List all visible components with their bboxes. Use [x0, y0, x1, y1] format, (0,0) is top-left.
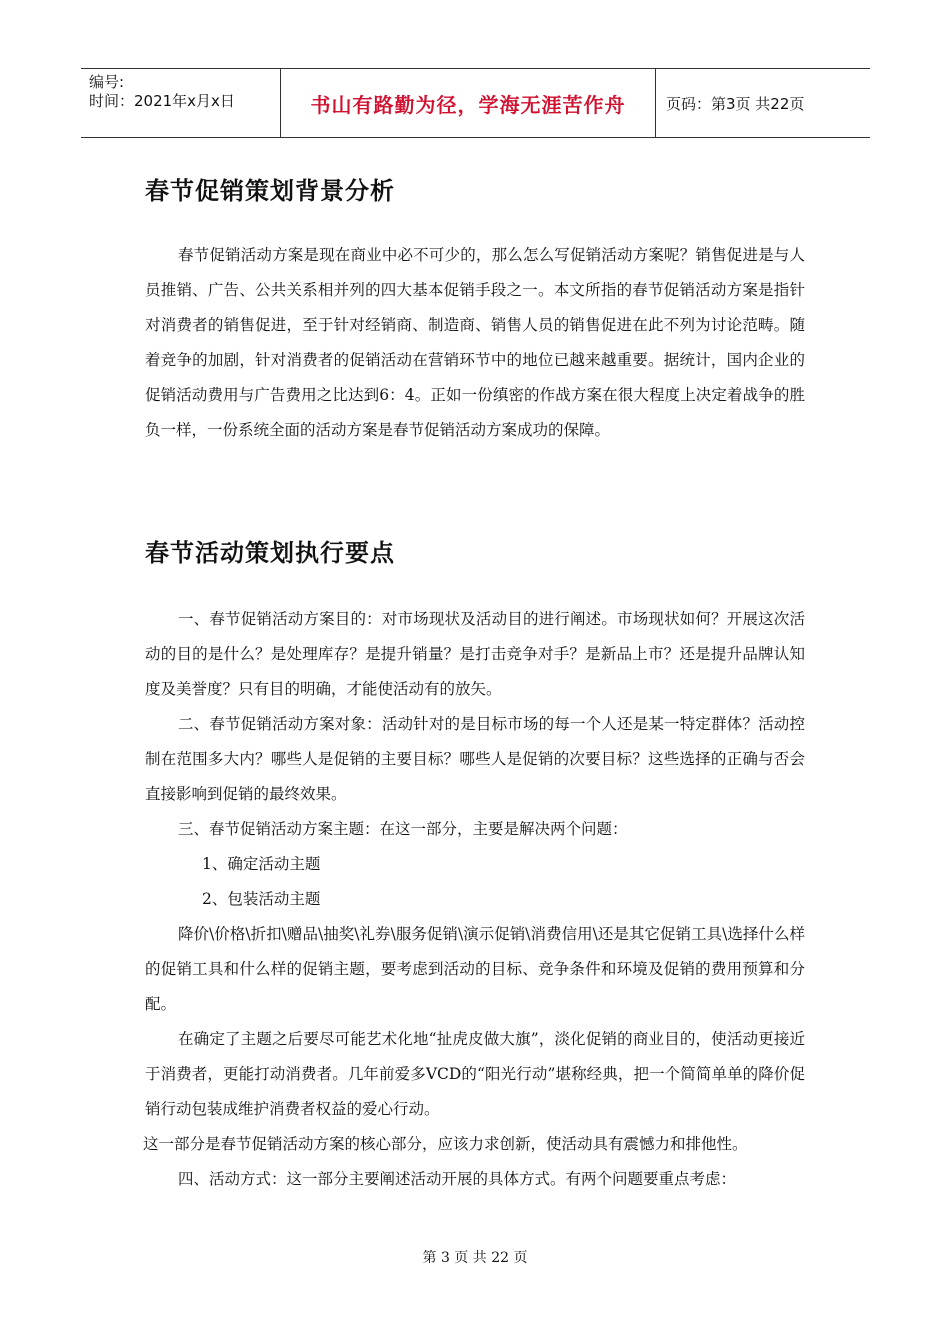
section-title-execution: 春节活动策划执行要点 — [145, 539, 395, 567]
paragraph: 二、春节促销活动方案对象：活动针对的是目标市场的每一个人还是某一特定群体？活动控制在范围多大内？哪些人是促销的主要目标？哪些人是促销的次要目标？这些选择的正确与否会直接影响到促销的最终效果。 — [145, 715, 805, 803]
paragraph: 春节促销活动方案是现在商业中必不可少的，那么怎么写促销活动方案呢？销售促进是与人员推销、广告、公共关系相并列的四大基本促销手段之一。本文所指的春节促销活动方案是指针对消费者的销售促进，至于针对经销商、制造商、销售人员的销售促进在此不列为讨论范畴。随着竞争的加剧，针对消费者的促销活动在营销环节中的地位已越来越重要。据统计，国内企业的促销活动费用与广告费用之比达到6：4。正如一份缜密的作战方案在很大程度上决定着战争的胜负一样，一份系统全面的活动方案是春节促销活动方案成功的保障。 — [145, 246, 805, 439]
header-time: 时间：2021年x月x日 — [89, 92, 235, 110]
paragraph: 四、活动方式：这一部分主要阐述活动开展的具体方式。有两个问题要重点考虑： — [178, 1170, 737, 1188]
paragraph: 降价\价格\折扣\赠品\抽奖\礼券\服务促销\演示促销\消费信用\还是其它促销工具\选择什么样的促销工具和什么样的促销主题，要考虑到活动的目标、竞争条件和环境及促销的费用预算和分配。 — [145, 925, 805, 1013]
paragraph: 这一部分是春节促销活动方案的核心部分，应该力求创新，使活动具有震憾力和排他性。 — [143, 1135, 748, 1153]
section-body-background — [145, 238, 805, 448]
page-footer: 第 3 页 共 22 页 — [422, 1250, 528, 1266]
paragraph: 在确定了主题之后要尽可能艺术化地“扯虎皮做大旗”，淡化促销的商业目的，使活动更接近于消费者，更能打动消费者。几年前爱多VCD的“阳光行动”堪称经典，把一个简简单单的降价促销行动包装成维护消费者权益的爱心行动。 — [145, 1030, 805, 1118]
paragraph: 三、春节促销活动方案主题：在这一部分，主要是解决两个问题： — [178, 820, 628, 838]
section-body-execution — [145, 602, 805, 1197]
header-page: 页码：第3页 共22页 — [666, 94, 805, 113]
section-title-background: 春节促销策划背景分析 — [145, 177, 395, 205]
header-number: 编号: — [89, 73, 125, 91]
list-item: 1、确定活动主题 — [202, 855, 321, 873]
list-item: 2、包装活动主题 — [202, 890, 321, 908]
header-motto: 书山有路勤为径，学海无涯苦作舟 — [281, 69, 656, 137]
document-header — [81, 68, 870, 138]
paragraph: 一、春节促销活动方案目的：对市场现状及活动目的进行阐述。市场现状如何？开展这次活动的目的是什么？是处理库存？是提升销量？是打击竞争对手？是新品上市？还是提升品牌认知度及美誉度？只有目的明确，才能使活动有的放矢。 — [145, 610, 805, 698]
header-meta — [81, 69, 281, 137]
